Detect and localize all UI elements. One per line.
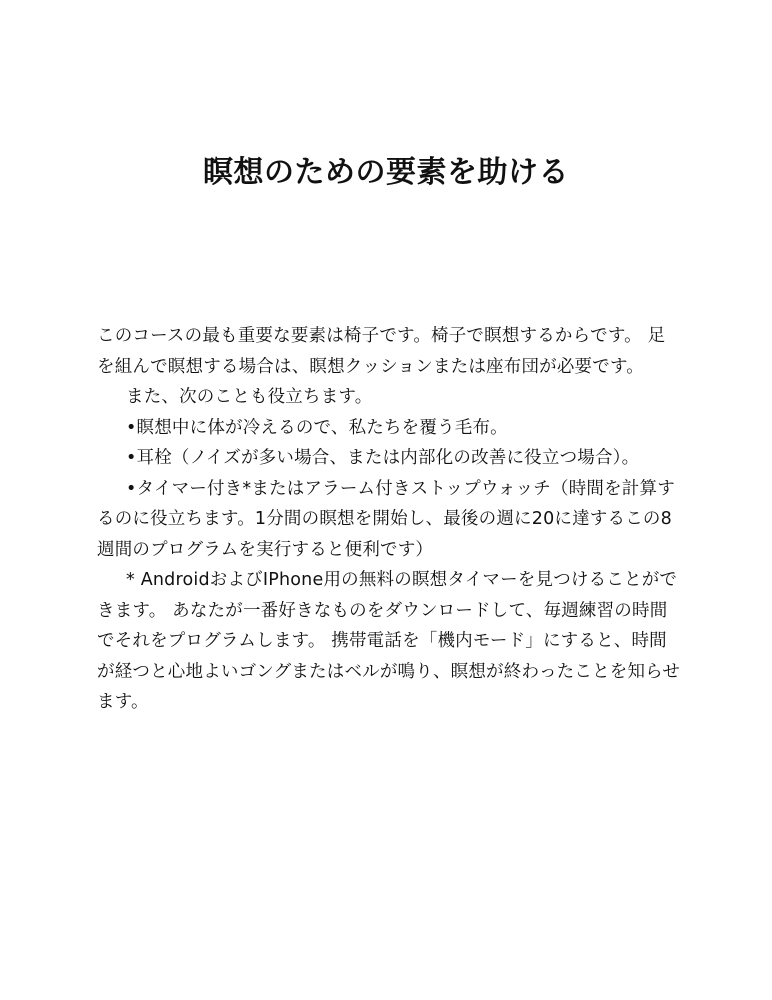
paragraph-chair: このコースの最も重要な要素は椅子です。椅子で瞑想するからです。 足を組んで瞑想する場合は、瞑想クッションまたは座布団が必要です。 xyxy=(97,326,666,377)
list-item-timer: •タイマー付き*またはアラーム付きストップウォッチ（時間を計算するのに役立ちます。1分間の瞑想を開始し、最後の週に20に達するこの8週間のプログラムを実行すると便利です） xyxy=(97,478,675,560)
document-body xyxy=(97,321,681,718)
list-item-blanket: •瞑想中に体が冷えるので、私たちを覆う毛布。 xyxy=(126,417,508,438)
list-item-earplugs: •耳栓（ノイズが多い場合、または内部化の改善に役立つ場合）。 xyxy=(126,448,640,468)
paragraph-timer-app-note: * AndroidおよびIPhone用の無料の瞑想タイマーを見つけることができます。 あなたが一番好きなものをダウンロードして、毎週練習の時間でそれをプログラムします。 携帯電話を「機内モード」にすると、時間が経つと心地よいゴングまたはベルが鳴り、瞑想が終わったことを知らせます。 xyxy=(97,570,681,712)
document-title: 瞑想のための要素を助ける xyxy=(203,155,569,190)
paragraph-also-helpful: また、次のことも役立ちます。 xyxy=(126,387,373,407)
